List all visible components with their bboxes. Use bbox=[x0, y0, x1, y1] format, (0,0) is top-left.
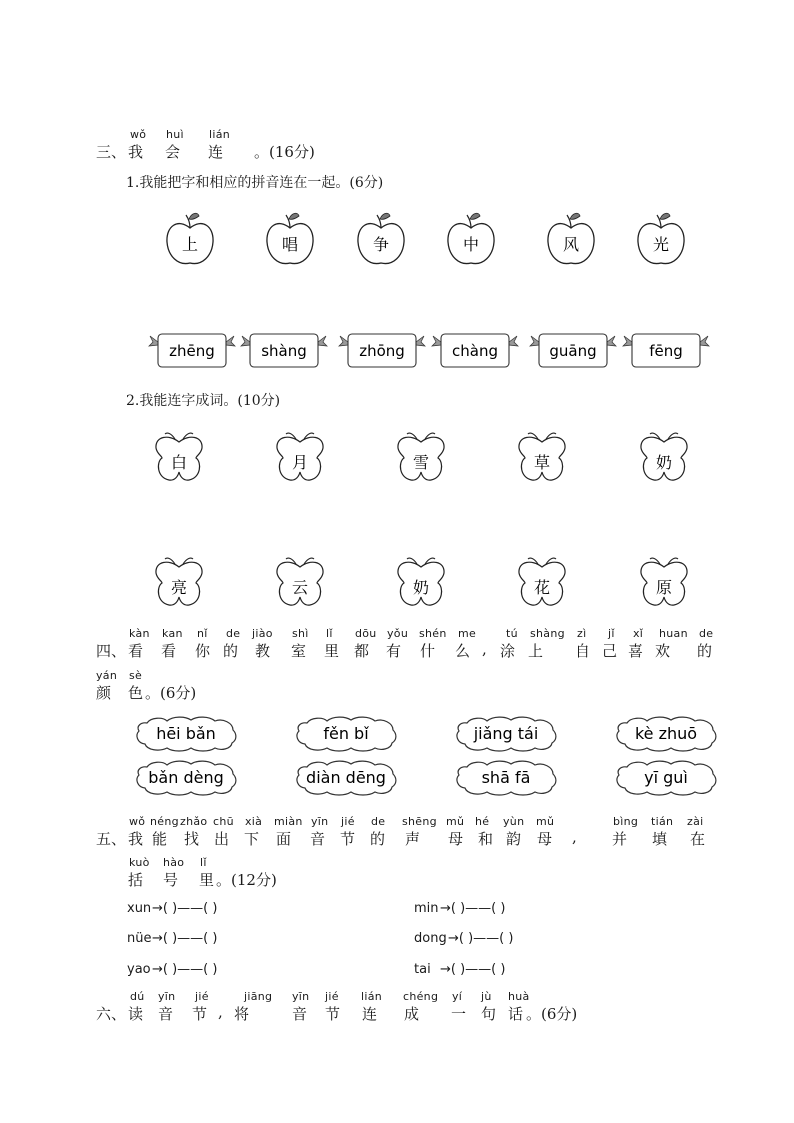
pinyin: lǐ bbox=[326, 627, 333, 640]
hanzi: 母 bbox=[448, 830, 464, 848]
card-text: zhēng bbox=[169, 342, 215, 360]
cloud-text: bǎn dèng bbox=[148, 768, 224, 787]
apple-char: 风 bbox=[562, 235, 580, 254]
pinyin: de bbox=[226, 627, 241, 640]
pinyin: kan bbox=[162, 627, 183, 640]
card-text: zhōng bbox=[359, 342, 405, 360]
cloud-word-7[interactable] bbox=[613, 759, 719, 797]
apple-char: 唱 bbox=[281, 235, 299, 254]
hanzi: 填 bbox=[652, 830, 668, 848]
cloud-text: kè zhuō bbox=[634, 724, 698, 743]
hanzi: 出 bbox=[214, 830, 230, 848]
pinyin: bìng bbox=[613, 815, 639, 828]
butterfly-char: 原 bbox=[655, 578, 673, 597]
section-score: 。(6分) bbox=[145, 684, 197, 702]
pinyin-card-3[interactable] bbox=[431, 330, 519, 372]
apple-5[interactable] bbox=[635, 210, 687, 268]
hanzi: 色 bbox=[128, 684, 144, 702]
hanzi: 么 bbox=[455, 642, 471, 660]
butterfly-char: 雪 bbox=[412, 453, 430, 472]
hanzi: 读 bbox=[128, 1005, 144, 1023]
pinyin-card-0[interactable] bbox=[148, 330, 236, 372]
hanzi: 句 bbox=[481, 1005, 497, 1023]
hanzi: 音 bbox=[292, 1005, 308, 1023]
cloud-word-6[interactable] bbox=[453, 759, 559, 797]
pinyin: miàn bbox=[274, 815, 303, 828]
answer-blanks[interactable]: →( )——( ) bbox=[152, 962, 218, 977]
butterfly-char: 云 bbox=[291, 578, 309, 597]
cloud-text: yī guì bbox=[644, 768, 688, 787]
pinyin: hé bbox=[475, 815, 490, 828]
cloud-text: fěn bǐ bbox=[323, 724, 369, 743]
hanzi: 室 bbox=[291, 642, 307, 660]
pinyin: shàng bbox=[530, 627, 565, 640]
hanzi: 里 bbox=[199, 871, 215, 889]
pinyin: shén bbox=[419, 627, 447, 640]
pinyin: dú bbox=[130, 990, 145, 1003]
hanzi: 有 bbox=[386, 642, 402, 660]
butterfly-char: 亮 bbox=[170, 578, 188, 597]
answer-blanks[interactable]: →( )——( ) bbox=[152, 901, 218, 916]
hanzi: 你 bbox=[195, 642, 211, 660]
hanzi: 和 bbox=[478, 830, 494, 848]
apple-char: 中 bbox=[462, 235, 480, 254]
hanzi: 看 bbox=[161, 642, 177, 660]
hanzi: 会 bbox=[165, 143, 181, 161]
pinyin: wǒ bbox=[130, 128, 147, 141]
hanzi: 括 bbox=[128, 871, 144, 889]
cloud-text: hēi bǎn bbox=[156, 724, 216, 743]
cloud-text: shā fā bbox=[481, 768, 531, 787]
hanzi: 上 bbox=[528, 642, 544, 660]
pinyin: lǐ bbox=[200, 856, 207, 869]
pinyin: jiào bbox=[252, 627, 273, 640]
hanzi: 教 bbox=[255, 642, 271, 660]
pinyin-card-1[interactable] bbox=[240, 330, 328, 372]
butterfly-top-4[interactable] bbox=[638, 430, 690, 486]
cloud-text: jiǎng tái bbox=[473, 724, 539, 743]
butterfly-bottom-4[interactable] bbox=[638, 555, 690, 611]
butterfly-char: 草 bbox=[533, 453, 551, 472]
pinyin: chéng bbox=[403, 990, 439, 1003]
pinyin: tú bbox=[506, 627, 518, 640]
butterfly-char: 花 bbox=[533, 578, 551, 597]
pinyin: jǐ bbox=[608, 627, 615, 640]
hanzi: 的 bbox=[370, 830, 386, 848]
cloud-word-3[interactable] bbox=[613, 715, 719, 753]
syllable-label: min bbox=[414, 901, 439, 916]
pinyin: de bbox=[371, 815, 386, 828]
pinyin-card-2[interactable] bbox=[338, 330, 426, 372]
pinyin: shēng bbox=[402, 815, 437, 828]
hanzi: 母 bbox=[537, 830, 553, 848]
pinyin: huà bbox=[508, 990, 530, 1003]
hanzi: 我 bbox=[128, 830, 144, 848]
pinyin: yīn bbox=[292, 990, 310, 1003]
butterfly-top-0[interactable] bbox=[153, 430, 205, 486]
hanzi: 并 bbox=[612, 830, 628, 848]
syllable-label: yao bbox=[127, 962, 151, 977]
answer-blanks[interactable]: →( )——( ) bbox=[440, 962, 506, 977]
hanzi: 音 bbox=[310, 830, 326, 848]
question-2-title: 2.我能连字成词。(10分) bbox=[126, 393, 281, 409]
butterfly-top-1[interactable] bbox=[274, 430, 326, 486]
answer-blanks[interactable]: →( )——( ) bbox=[152, 931, 218, 946]
pinyin: kàn bbox=[129, 627, 150, 640]
hanzi: 能 bbox=[152, 830, 168, 848]
hanzi: 自 bbox=[575, 642, 591, 660]
hanzi: 在 bbox=[690, 830, 706, 848]
butterfly-char: 白 bbox=[170, 453, 188, 472]
hanzi: 一 bbox=[451, 1005, 467, 1023]
card-text: fēng bbox=[649, 342, 683, 360]
hanzi: , bbox=[572, 828, 577, 846]
hanzi: 音 bbox=[158, 1005, 174, 1023]
pinyin: tián bbox=[651, 815, 674, 828]
pinyin: wǒ bbox=[129, 815, 146, 828]
pinyin: shì bbox=[292, 627, 309, 640]
section-number: 五、 bbox=[96, 830, 127, 848]
hanzi: 号 bbox=[163, 871, 179, 889]
hanzi: 连 bbox=[208, 143, 224, 161]
hanzi: 声 bbox=[405, 830, 421, 848]
hanzi: 面 bbox=[276, 830, 292, 848]
apple-0[interactable] bbox=[164, 210, 216, 268]
question-1-title: 1.我能把字和相应的拼音连在一起。(6分) bbox=[126, 175, 384, 191]
syllable-label: xun bbox=[127, 901, 152, 916]
butterfly-top-2[interactable] bbox=[395, 430, 447, 486]
pinyin: néng bbox=[150, 815, 179, 828]
butterfly-char: 奶 bbox=[412, 578, 430, 597]
hanzi: 连 bbox=[362, 1005, 378, 1023]
answer-blanks[interactable]: →( )——( ) bbox=[440, 901, 506, 916]
butterfly-char: 月 bbox=[291, 453, 309, 472]
cloud-word-0[interactable] bbox=[133, 715, 239, 753]
pinyin: mǔ bbox=[536, 815, 555, 828]
butterfly-bottom-3[interactable] bbox=[516, 555, 568, 611]
pinyin: yīn bbox=[311, 815, 329, 828]
apple-1[interactable] bbox=[264, 210, 316, 268]
pinyin: nǐ bbox=[197, 627, 208, 640]
hanzi: 己 bbox=[602, 642, 618, 660]
hanzi: , bbox=[218, 1003, 223, 1021]
hanzi: 涂 bbox=[500, 642, 516, 660]
hanzi: 看 bbox=[128, 642, 144, 660]
butterfly-bottom-2[interactable] bbox=[395, 555, 447, 611]
cloud-word-1[interactable] bbox=[293, 715, 399, 753]
pinyin: zhǎo bbox=[180, 815, 208, 828]
pinyin: yǒu bbox=[387, 627, 409, 640]
pinyin: dōu bbox=[355, 627, 377, 640]
hanzi: 里 bbox=[324, 642, 340, 660]
cloud-word-5[interactable] bbox=[293, 759, 399, 797]
hanzi: 节 bbox=[192, 1005, 208, 1023]
butterfly-bottom-1[interactable] bbox=[274, 555, 326, 611]
syllable-label: tai bbox=[414, 962, 431, 977]
hanzi: 找 bbox=[184, 830, 200, 848]
pinyin: jiāng bbox=[244, 990, 273, 1003]
pinyin: zì bbox=[577, 627, 587, 640]
card-text: shàng bbox=[261, 342, 307, 360]
apple-3[interactable] bbox=[445, 210, 497, 268]
pinyin-card-5[interactable] bbox=[622, 330, 710, 372]
section-number: 四、 bbox=[96, 642, 127, 660]
pinyin: hào bbox=[163, 856, 185, 869]
pinyin: huì bbox=[166, 128, 184, 141]
hanzi: 节 bbox=[325, 1005, 341, 1023]
hanzi: 都 bbox=[354, 642, 370, 660]
hanzi: 韵 bbox=[506, 830, 522, 848]
pinyin: jù bbox=[481, 990, 492, 1003]
pinyin: kuò bbox=[129, 856, 150, 869]
pinyin: yīn bbox=[158, 990, 176, 1003]
pinyin: jié bbox=[195, 990, 209, 1003]
pinyin: yí bbox=[452, 990, 463, 1003]
answer-blanks[interactable]: →( )——( ) bbox=[448, 931, 514, 946]
pinyin: zài bbox=[687, 815, 704, 828]
apple-4[interactable] bbox=[545, 210, 597, 268]
hanzi: 下 bbox=[244, 830, 260, 848]
hanzi: 成 bbox=[404, 1005, 420, 1023]
hanzi: 我 bbox=[128, 143, 144, 161]
pinyin: lián bbox=[361, 990, 383, 1003]
pinyin: de bbox=[699, 627, 714, 640]
section-number: 六、 bbox=[96, 1005, 127, 1023]
butterfly-char: 奶 bbox=[655, 453, 673, 472]
section-score: 。(12分) bbox=[216, 871, 277, 889]
pinyin: lián bbox=[209, 128, 231, 141]
cloud-word-2[interactable] bbox=[453, 715, 559, 753]
pinyin: yán bbox=[96, 669, 118, 682]
pinyin: mǔ bbox=[446, 815, 465, 828]
pinyin: huan bbox=[659, 627, 688, 640]
section-score: 。(6分) bbox=[526, 1005, 578, 1023]
card-text: guāng bbox=[549, 342, 597, 360]
butterfly-top-3[interactable] bbox=[516, 430, 568, 486]
syllable-label: dong bbox=[414, 931, 447, 946]
hanzi: 什 bbox=[420, 642, 436, 660]
butterfly-bottom-0[interactable] bbox=[153, 555, 205, 611]
pinyin: chū bbox=[213, 815, 234, 828]
hanzi: 欢 bbox=[655, 642, 671, 660]
section-number: 三、 bbox=[96, 143, 127, 161]
pinyin: jié bbox=[325, 990, 339, 1003]
syllable-label: nüe bbox=[127, 931, 152, 946]
cloud-text: diàn dēng bbox=[306, 768, 386, 787]
hanzi: 喜 bbox=[628, 642, 644, 660]
pinyin: xià bbox=[245, 815, 263, 828]
apple-char: 光 bbox=[652, 235, 670, 254]
hanzi: , bbox=[482, 640, 487, 658]
pinyin: yùn bbox=[503, 815, 525, 828]
apple-char: 上 bbox=[181, 235, 199, 254]
pinyin: sè bbox=[129, 669, 143, 682]
hanzi: 话 bbox=[508, 1005, 524, 1023]
cloud-word-4[interactable] bbox=[133, 759, 239, 797]
pinyin: jié bbox=[341, 815, 355, 828]
pinyin: xǐ bbox=[633, 627, 644, 640]
section-score: 。(16分) bbox=[254, 143, 315, 161]
pinyin: me bbox=[458, 627, 477, 640]
apple-2[interactable] bbox=[355, 210, 407, 268]
apple-char: 争 bbox=[372, 235, 390, 254]
hanzi: 将 bbox=[234, 1005, 250, 1023]
pinyin-card-4[interactable] bbox=[529, 330, 617, 372]
card-text: chàng bbox=[452, 342, 498, 360]
hanzi: 颜 bbox=[96, 684, 112, 702]
hanzi: 节 bbox=[340, 830, 356, 848]
hanzi: 的 bbox=[697, 642, 713, 660]
hanzi: 的 bbox=[223, 642, 239, 660]
